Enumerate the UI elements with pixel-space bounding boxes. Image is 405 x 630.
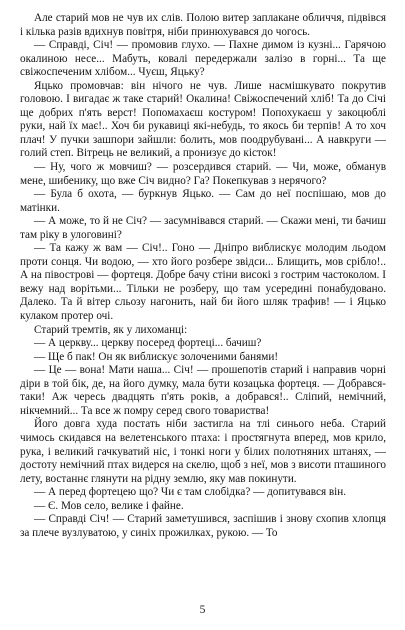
paragraph: — Ще б пак! Он як виблискує золоченими банями!: [34, 350, 279, 363]
paragraph: — Ну, чого ж мовчиш? — розсердився старий. — Чи, може, обманув мене, шибенику, що вже Січ видно? Га? Покепкував з нерячого?: [20, 161, 386, 187]
paragraph: — Справді Січ! — Старий заметушився, заспішив і знову схопив хлопця за плече вузлуватою, у синіх прожилках, рукою. — То: [20, 513, 386, 539]
paragraph: Яцько промовчав: він нічого не чув. Лише насмішкувато покрутив головою. І вигадає ж таке старий! Окалина! Свіжоспечений хліб! Та до Січі ще добрих п'ять верст! Попомахаєш костуром! Попохукаєш у закоцюблі руки, най їх має!.. Хоч би рукавиці які-небудь, то якось би терпів! А то хоч плач! У пучки зашпори зайшли: болить, мов поодрубувані... А навкруги — голий степ. Вітрець не великий, а пронизує до кісток!: [20, 79, 386, 160]
paragraph: — Справді, Січ! — промовив глухо. — Пахне димом із кузні... Гарячою окалиною несе... Мабуть, ковалі передержали залізо в горні... Та ще свіжоспеченим хлібом... Чуєш, Яцьку?: [20, 39, 386, 79]
paragraph: — А може, то й не Січ? — засумнівався старий. — Скажи мені, ти бачиш там ріку в улоговині?: [20, 215, 386, 241]
paragraph: Але старий мов не чув их слів. Полою витер заплакане обличчя, підвівся і кілька разів вдихнув повітря, ніби принюхувався до чогось.: [20, 12, 386, 38]
page-number: 5: [199, 604, 206, 616]
page-text: [20, 12, 386, 592]
paragraph: Його довга худа постать ніби застигла на тлі синього неба. Старий чимось скидався на велетенського птаха: і простягнута вперед, мов крило, рука, і великий гачкуватий ніс, і тонкі ноги у білих полотняних штанях, — достоту немічний птах видерся на скелю, щоб з неї, мов з висоти пташиного лету, востаннє глянути на рідну землю, яку мав покинути.: [20, 418, 386, 485]
paragraph: — А церкву... церкву посеред фортеці... бачиш?: [34, 337, 262, 350]
paragraph: — Це — вона! Мати наша... Січ! — прошепотів старий і направив чорні діри в той бік, де, на його думку, мала бути козацька фортеця. — Добрався-таки! Аж чересь двадцять п'ять років, а добрався!.. Сліпий, немічний, нікчемний... Та все ж помру серед свого товариства!: [20, 364, 386, 417]
paragraph: — Була б охота, — буркнув Яцько. — Сам до неї поспішаю, мов до матінки.: [20, 188, 386, 214]
paragraph: — Є. Мов село, велике і файне.: [34, 499, 184, 512]
paragraph: Старий тремтів, як у лихоманці:: [34, 323, 188, 336]
paragraph: — Та кажу ж вам — Січ!.. Гоно — Дніпро виблискує молодим льодом проти сонця. Чи водою, — хто його розбере звідси... Блищить, мов срібло!.. А на півострові — фортеця. Добре бачу стіни високі з гострим частоколом. І вежу над ворітьми... Тільки не розберу, що там усередині понабудовано. Далеко. Та й вітер сльозу нагонить, най би його шляк трафив! — і Яцько кулаком протер очі.: [20, 242, 386, 323]
paragraph: — А перед фортецею що? Чи є там слобідка? — допитувався він.: [34, 486, 347, 499]
